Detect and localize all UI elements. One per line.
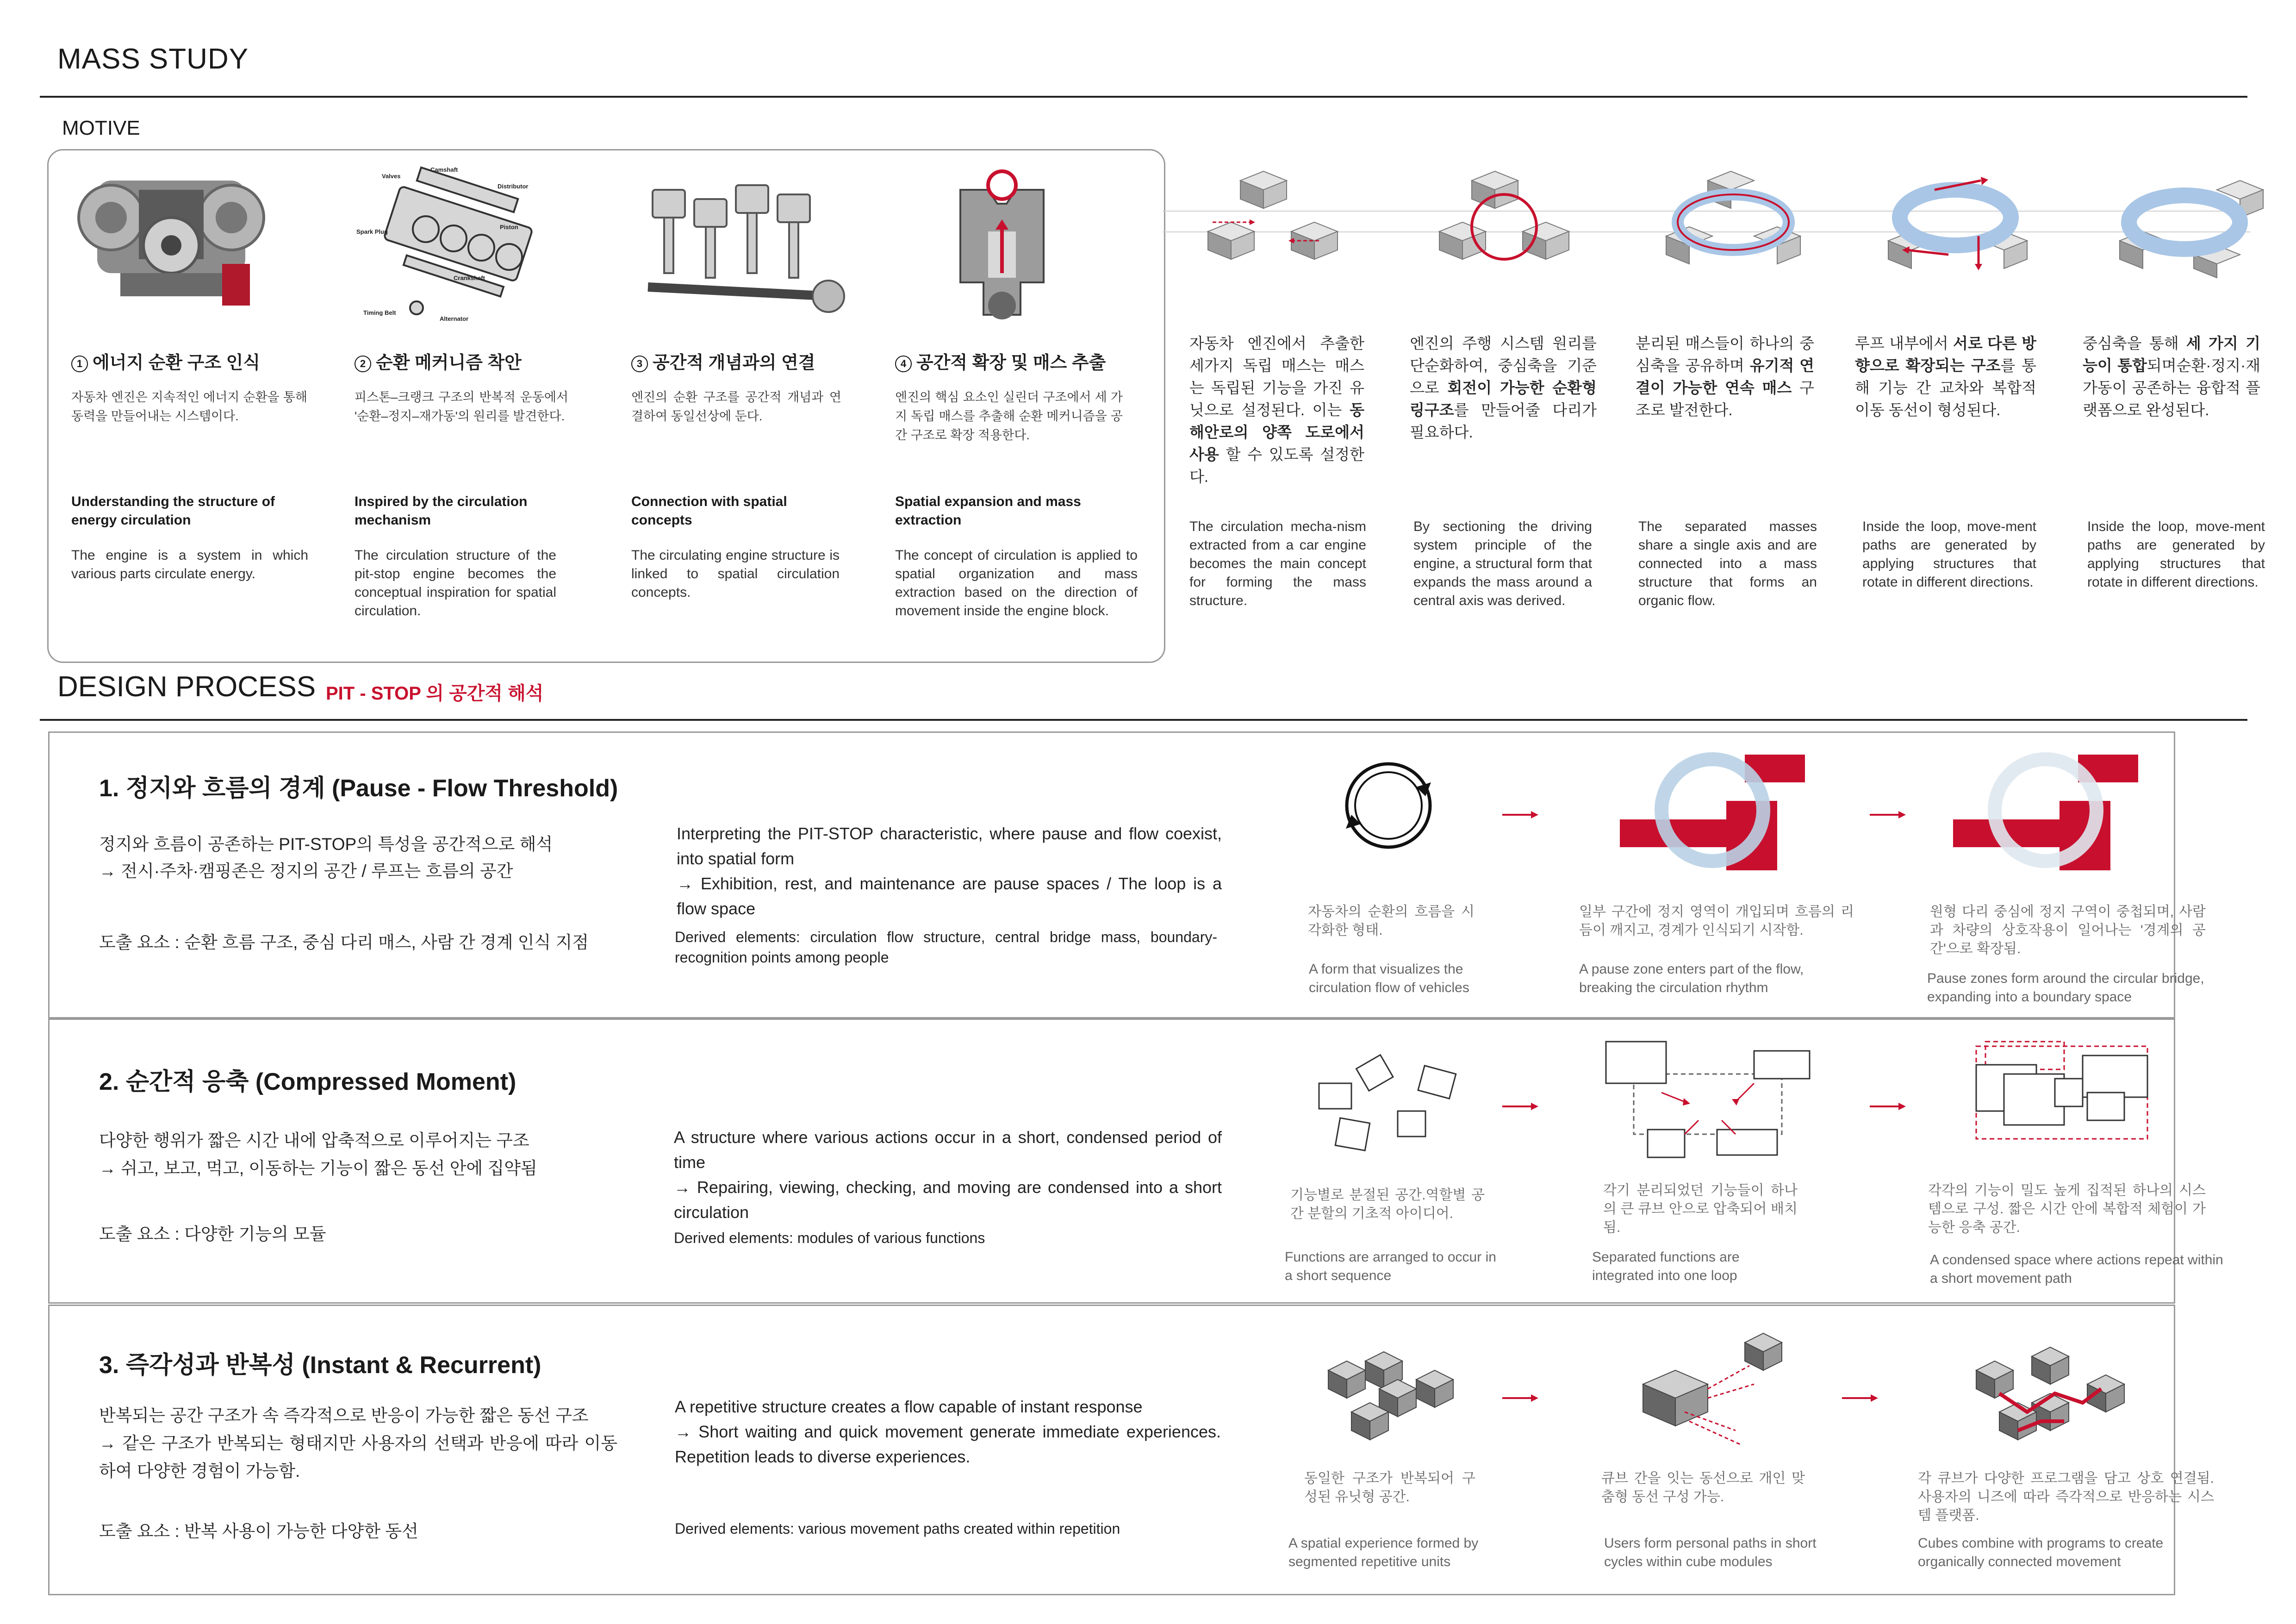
section-1-arrow-2: [1870, 810, 1907, 819]
motive-card-title-2: 2 순환 메커니즘 착안: [355, 348, 604, 374]
section-2-caption-kor-2: 각기 분리되었던 기능들이 하나의 큰 큐브 안으로 압축되어 배치됨.: [1603, 1183, 1798, 1235]
mass-step-kor-5: 중심축을 통해 세 가지 기능이 통합되며순환·정지·재가동이 공존하는 융합적 플랫폼으로 완성된다.: [2083, 335, 2260, 418]
motive-card-en-1: The engine is a system in which various parts circulate energy.: [71, 548, 308, 581]
motive-card-en-title-4: Spatial expansion and mass extraction: [895, 494, 1081, 528]
section-2-kor-2: → 쉬고, 보고, 먹고, 이동하는 기능이 짧은 동선 안에 집약됨: [99, 1159, 537, 1178]
section-1-caption-kor-2: 일부 구간에 정지 영역이 개입되며 흐름의 리듬이 깨지고, 경계가 인식되기 시작함.: [1579, 904, 1854, 938]
section-3-arrow-1: [1502, 1393, 1539, 1403]
motive-card-en-title-2: Inspired by the circulation mechanism: [355, 494, 528, 528]
section-3-arrow-2: [1842, 1393, 1879, 1403]
engine-label-crankshaft: Crankshaft: [454, 275, 485, 281]
motive-card-en-title-3: Connection with spatial concepts: [631, 494, 787, 528]
section-1-en-2: → Exhibition, rest, and maintenance are pause spaces / The loop is a flow space: [677, 874, 1222, 918]
mass-step-kor-3: 분리된 매스들이 하나의 중심축을 공유하며 유기적 연결이 가능한 연속 매스 구조로 발전한다.: [1636, 335, 1814, 418]
section-2-en-1: A structure where various actions occur in a short, condensed period of time: [674, 1128, 1222, 1172]
section-2-arrow-2: [1870, 1102, 1907, 1111]
section-1-derived: Derived elements: circulation flow structure, central bridge mass, boundary-recognition points among people: [675, 929, 1217, 966]
section-3-diagram-2: [1643, 1333, 1796, 1454]
section-2-diagram-1: [1314, 1051, 1472, 1162]
design-process-title: DESIGN PROCESS: [57, 671, 316, 703]
section-1-diagram-1: [1333, 755, 1444, 856]
section-1-caption-kor-1: 자동차의 순환의 흐름을 시각화한 형태.: [1308, 904, 1475, 938]
engine-label-alternator: Alternator: [440, 315, 469, 322]
section-2-caption-en-3: A condensed space where actions repeat within a short movement path: [1930, 1252, 2223, 1286]
mass-step-en-4: Inside the loop, move-ment paths are generated by applying structures that rotate in different directions.: [1862, 519, 2036, 590]
motive-card-title-3: 3 공간적 개념과의 연결: [631, 348, 890, 374]
section-3-derived: Derived elements: various movement paths created within repetition: [675, 1520, 1120, 1537]
section-1-caption-kor-3: 원형 다리 중심에 정지 구역이 중첩되며, 사람과 차량의 상호작용이 일어나는 '경계의 공간'으로 확장됨.: [1930, 904, 2206, 956]
section-1-kor-3: 도출 요소 : 순환 흐름 구조, 중심 다리 매스, 사람 간 경계 인식 지점: [99, 933, 589, 952]
mass-step-en-5: Inside the loop, move-ment paths are generated by applying structures that rotate in different directions.: [2087, 519, 2265, 590]
section-1-arrow-1: [1502, 810, 1539, 819]
mass-diagram-4: [1879, 171, 2036, 282]
motive-card-kor-1: 자동차 엔진은 지속적인 에너지 순환을 통해 동력을 만들어내는 시스템이다.: [71, 390, 307, 423]
section-3-kor-3: 도출 요소 : 반복 사용이 가능한 다양한 동선: [99, 1522, 418, 1541]
section-2-arrow-1: [1502, 1102, 1539, 1111]
section-2-kor-3: 도출 요소 : 다양한 기능의 모듈: [99, 1224, 326, 1243]
section-3-en-2: → Short waiting and quick movement generate immediate experiences. Repetition leads to diverse experiences.: [675, 1422, 1221, 1466]
pistons-illustration: [639, 181, 842, 319]
motive-card-en-4: The concept of circulation is applied to spatial organization and mass extraction based on the direction of movement inside the engine block.: [895, 548, 1138, 618]
section-3-kor-1: 반복되는 공간 구조가 속 즉각적으로 반응이 가능한 짧은 동선 구조: [99, 1406, 589, 1425]
motive-card-title-4: 4 공간적 확장 및 매스 추출: [895, 348, 1154, 374]
motive-card-kor-3: 엔진의 순환 구조를 공간적 개념과 연결하여 동일선상에 둔다.: [631, 390, 841, 423]
section-3-kor-2: → 같은 구조가 반복되는 형태지만 사용자의 선택과 반응에 따라 이동하여 다양한 경험이 가능함.: [99, 1434, 617, 1480]
design-process-divider: [40, 719, 2247, 721]
section-2-diagram-3: [1972, 1042, 2152, 1143]
section-1-diagram-2: [1620, 755, 1805, 870]
engine-label-valves: Valves: [382, 173, 401, 180]
section-3-caption-en-3: Cubes combine with programs to create organically connected movement: [1918, 1536, 2164, 1569]
engine-diagram-illustration: [356, 164, 560, 322]
section-1-caption-en-1: A form that visualizes the circulation flow of vehicles: [1309, 962, 1469, 995]
motive-card-kor-2: 피스톤–크랭크 구조의 반복적 운동에서 '순환–정지–재가동'의 원리를 발견한다.: [355, 390, 568, 423]
cylinder-cross-section-illustration: [951, 176, 1053, 329]
section-2-caption-en-1: Functions are arranged to occur in a short sequence: [1285, 1249, 1496, 1283]
section-1-en-1: Interpreting the PIT-STOP characteristic, where pause and flow coexist, into spatial form: [677, 824, 1222, 868]
mass-step-kor-4: 루프 내부에서 서로 다른 방향으로 확장되는 구조를 통해 기능 간 교차와 복합적 이동 동선이 형성된다.: [1855, 335, 2036, 418]
mass-diagram-1: [1203, 171, 1351, 273]
mass-diagram-3: [1657, 171, 1814, 278]
engine-photo-illustration: [69, 162, 273, 315]
mass-diagram-2: [1435, 171, 1583, 278]
section-1-diagram-3: [1953, 755, 2138, 870]
mass-step-kor-2: 엔진의 주행 시스템 원리를 단순화하여, 중심축을 기준으로 회전이 가능한 순환형 링구조를 만들어줄 다리가 필요하다.: [1410, 335, 1597, 441]
section-2-caption-en-2: Separated functions are integrated into one loop: [1592, 1249, 1740, 1283]
section-1-kor-2: → 전시·주차·캠핑존은 정지의 공간 / 루프는 흐름의 공간: [99, 862, 513, 881]
motive-card-en-3: The circulating engine structure is linked to spatial circulation concepts.: [631, 548, 840, 600]
section-2-caption-kor-3: 각각의 기능이 밀도 높게 집적된 하나의 시스템으로 구성. 짧은 시간 안에 복합적 체험이 가능한 응축 공간.: [1928, 1183, 2206, 1235]
motive-card-kor-4: 엔진의 핵심 요소인 실린더 구조에서 세 가지 독립 매스를 추출해 순환 메커니즘을 공간 구조로 확장 적용한다.: [895, 390, 1123, 442]
section-1-caption-en-3: Pause zones form around the circular bridge, expanding into a boundary space: [1927, 971, 2204, 1005]
section-2-kor-1: 다양한 행위가 짧은 시간 내에 압축적으로 이루어지는 구조: [99, 1131, 529, 1150]
section-1-title: 1. 정지와 흐름의 경계 (Pause - Flow Threshold): [99, 775, 618, 802]
section-2-en-2: → Repairing, viewing, checking, and moving are condensed into a short circulation: [674, 1178, 1222, 1222]
section-1-kor-1: 정지와 흐름이 공존하는 PIT-STOP의 특성을 공간적으로 해석: [99, 835, 553, 854]
mass-step-en-3: The separated masses share a single axis and are connected into a mass structure that forms an organic flow.: [1638, 519, 1817, 608]
section-3-caption-kor-2: 큐브 간을 잇는 동선으로 개인 맞춤형 동선 구성 가능.: [1601, 1471, 1805, 1505]
mass-step-kor-1: 자동차 엔진에서 추출한 세가지 독립 매스는 매스는 독립된 기능을 가진 유닛으로 설정된다. 이는 동해안로의 양쪽 도로에서 사용 할 수 있도록 설정한다.: [1189, 335, 1364, 485]
engine-label-piston: Piston: [500, 224, 518, 231]
section-2-caption-kor-1: 기능별로 분절된 공간.역할별 공간 분할의 기초적 아이디어.: [1290, 1187, 1485, 1221]
motive-label: MOTIVE: [62, 117, 140, 139]
section-3-title: 3. 즉각성과 반복성 (Instant & Recurrent): [99, 1352, 541, 1379]
motive-card-title-1: 1 에너지 순환 구조 인식: [71, 348, 312, 374]
section-3-diagram-1: [1324, 1352, 1462, 1454]
section-2-title: 2. 순간적 응축 (Compressed Moment): [99, 1068, 516, 1095]
engine-label-camshaft: Camshaft: [430, 166, 458, 173]
design-process-subtitle: PIT - STOP 의 공간적 해석: [326, 683, 544, 704]
section-3-caption-en-1: A spatial experience formed by segmented repetitive units: [1288, 1536, 1479, 1569]
section-3-caption-kor-1: 동일한 구조가 반복되어 구성된 유닛형 공간.: [1304, 1471, 1475, 1505]
section-2-derived: Derived elements: modules of various functions: [674, 1230, 985, 1246]
mass-diagram-5: [2110, 176, 2268, 282]
section-2-diagram-2: [1606, 1042, 1819, 1171]
motive-card-en-title-1: Understanding the structure of energy circulation: [71, 494, 275, 528]
mass-step-en-2: By sectioning the driving system principle of the engine, a structural form that expands the mass around a central axis was derived.: [1413, 519, 1592, 608]
motive-card-en-2: The circulation structure of the pit-stop engine becomes the conceptual inspiration for spatial circulation.: [355, 548, 556, 618]
section-3-caption-kor-3: 각 큐브가 다양한 프로그램을 담고 상호 연결됨. 사용자의 니즈에 따라 즉각적으로 반응하는 시스템 플랫폼.: [1918, 1471, 2214, 1523]
section-3-en-1: A repetitive structure creates a flow capable of instant response: [675, 1397, 1143, 1416]
engine-label-distributor: Distributor: [498, 183, 529, 190]
mass-step-en-1: The circulation mecha-nism extracted from a car engine becomes the main concept for forming the mass structure.: [1189, 519, 1366, 608]
page-title: MASS STUDY: [57, 43, 249, 75]
section-3-diagram-3: [1972, 1352, 2147, 1454]
engine-label-spark-plug: Spark Plug: [356, 228, 388, 235]
engine-label-timing-belt: Timing Belt: [363, 309, 396, 316]
section-3-caption-en-2: Users form personal paths in short cycles within cube modules: [1604, 1536, 1817, 1569]
section-1-caption-en-2: A pause zone enters part of the flow, breaking the circulation rhythm: [1579, 962, 1804, 995]
title-divider: [40, 96, 2247, 98]
